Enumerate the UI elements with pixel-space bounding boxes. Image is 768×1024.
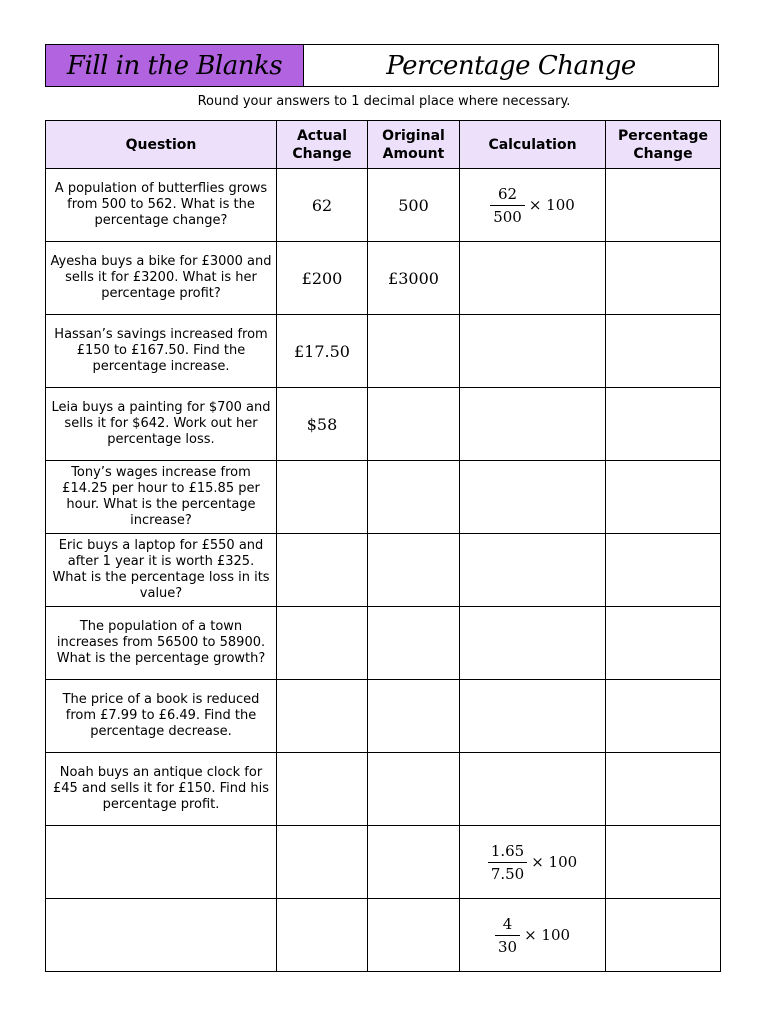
actual-change-cell[interactable]: £17.50: [277, 315, 368, 388]
worksheet-header: [45, 44, 719, 87]
column-header-calculation: Calculation: [460, 121, 606, 169]
calculation-cell[interactable]: [460, 607, 606, 680]
column-header-question: Question: [46, 121, 277, 169]
actual-change-cell[interactable]: [277, 899, 368, 972]
fraction: [488, 842, 527, 883]
column-header-original-amount: [368, 121, 460, 169]
original-amount-cell[interactable]: £3000: [368, 242, 460, 315]
original-amount-cell[interactable]: [368, 680, 460, 753]
question-cell: Ayesha buys a bike for £3000 and sells it for £3200. What is her percentage profit?: [46, 242, 277, 315]
calculation-cell[interactable]: [460, 169, 606, 242]
original-amount-cell[interactable]: 500: [368, 169, 460, 242]
column-header-actual-change-text: Actual Change: [292, 127, 352, 162]
original-amount-cell[interactable]: [368, 461, 460, 534]
actual-change-cell[interactable]: $58: [277, 388, 368, 461]
original-amount-cell[interactable]: [368, 899, 460, 972]
calculation-cell[interactable]: [460, 461, 606, 534]
percentage-change-cell[interactable]: [606, 826, 721, 899]
multiplier-text: × 100: [528, 196, 575, 214]
calculation-cell[interactable]: [460, 680, 606, 753]
fraction-numerator: 1.65: [488, 842, 527, 863]
percentage-change-cell[interactable]: [606, 753, 721, 826]
question-cell: Tony’s wages increase from £14.25 per hour to £15.85 per hour. What is the percentage increase?: [46, 461, 277, 534]
original-amount-cell[interactable]: [368, 534, 460, 607]
original-amount-cell[interactable]: [368, 607, 460, 680]
table-row: [46, 899, 721, 972]
table-row: [46, 680, 721, 753]
calculation-cell[interactable]: [460, 315, 606, 388]
table-row: [46, 607, 721, 680]
actual-change-cell[interactable]: [277, 680, 368, 753]
table-header-row: [46, 121, 721, 169]
question-cell: Eric buys a laptop for £550 and after 1 year it is worth £325. What is the percentage loss in its value?: [46, 534, 277, 607]
question-cell: Hassan’s savings increased from £150 to £167.50. Find the percentage increase.: [46, 315, 277, 388]
actual-change-cell[interactable]: [277, 461, 368, 534]
percentage-change-cell[interactable]: [606, 388, 721, 461]
percentage-change-cell[interactable]: [606, 169, 721, 242]
percentage-change-cell[interactable]: [606, 899, 721, 972]
table-row: [46, 388, 721, 461]
calculation-cell[interactable]: [460, 534, 606, 607]
calculation-cell[interactable]: [460, 242, 606, 315]
calculation-cell[interactable]: [460, 899, 606, 972]
question-cell: Leia buys a painting for $700 and sells it for $642. Work out her percentage loss.: [46, 388, 277, 461]
multiplier-text: × 100: [524, 926, 571, 944]
topic-title: Percentage Change: [386, 50, 636, 81]
table-row: [46, 242, 721, 315]
worksheet-table: [45, 120, 721, 972]
original-amount-cell[interactable]: [368, 826, 460, 899]
actual-change-cell[interactable]: [277, 753, 368, 826]
question-cell: Noah buys an antique clock for £45 and sells it for £150. Find his percentage profit.: [46, 753, 277, 826]
fraction: [490, 185, 525, 226]
fraction-numerator: 62: [490, 185, 525, 206]
table-row: [46, 461, 721, 534]
question-cell: A population of butterflies grows from 500 to 562. What is the percentage change?: [46, 169, 277, 242]
original-amount-cell[interactable]: [368, 315, 460, 388]
column-header-percentage-change-text: Percentage Change: [617, 127, 709, 162]
column-header-actual-change: [277, 121, 368, 169]
calculation-cell[interactable]: [460, 388, 606, 461]
fraction-numerator: 4: [495, 915, 520, 936]
original-amount-cell[interactable]: [368, 753, 460, 826]
activity-title: Fill in the Blanks: [46, 45, 304, 86]
original-amount-cell[interactable]: [368, 388, 460, 461]
column-header-original-amount-text: Original Amount: [382, 127, 445, 162]
table-row: [46, 753, 721, 826]
actual-change-cell[interactable]: [277, 607, 368, 680]
table-row: [46, 169, 721, 242]
percentage-change-cell[interactable]: [606, 461, 721, 534]
question-cell: The price of a book is reduced from £7.99 to £6.49. Find the percentage decrease.: [46, 680, 277, 753]
column-header-percentage-change: [606, 121, 721, 169]
percentage-change-cell[interactable]: [606, 242, 721, 315]
instructions: Round your answers to 1 decimal place where necessary.: [197, 94, 571, 109]
percentage-change-cell[interactable]: [606, 534, 721, 607]
fraction-denominator: 500: [493, 207, 522, 226]
question-cell: [46, 826, 277, 899]
table-row: [46, 534, 721, 607]
fraction-denominator: 30: [497, 937, 518, 956]
percentage-change-cell[interactable]: [606, 680, 721, 753]
calculation-cell[interactable]: [460, 753, 606, 826]
multiplier-text: × 100: [531, 853, 578, 871]
actual-change-cell[interactable]: £200: [277, 242, 368, 315]
actual-change-cell[interactable]: [277, 534, 368, 607]
actual-change-cell[interactable]: 62: [277, 169, 368, 242]
table-row: [46, 826, 721, 899]
percentage-change-cell[interactable]: [606, 607, 721, 680]
question-cell: The population of a town increases from 56500 to 58900. What is the percentage growth?: [46, 607, 277, 680]
percentage-change-cell[interactable]: [606, 315, 721, 388]
actual-change-cell[interactable]: [277, 826, 368, 899]
fraction: [495, 915, 520, 956]
table-row: [46, 315, 721, 388]
fraction-denominator: 7.50: [490, 864, 525, 883]
question-cell: [46, 899, 277, 972]
calculation-cell[interactable]: [460, 826, 606, 899]
